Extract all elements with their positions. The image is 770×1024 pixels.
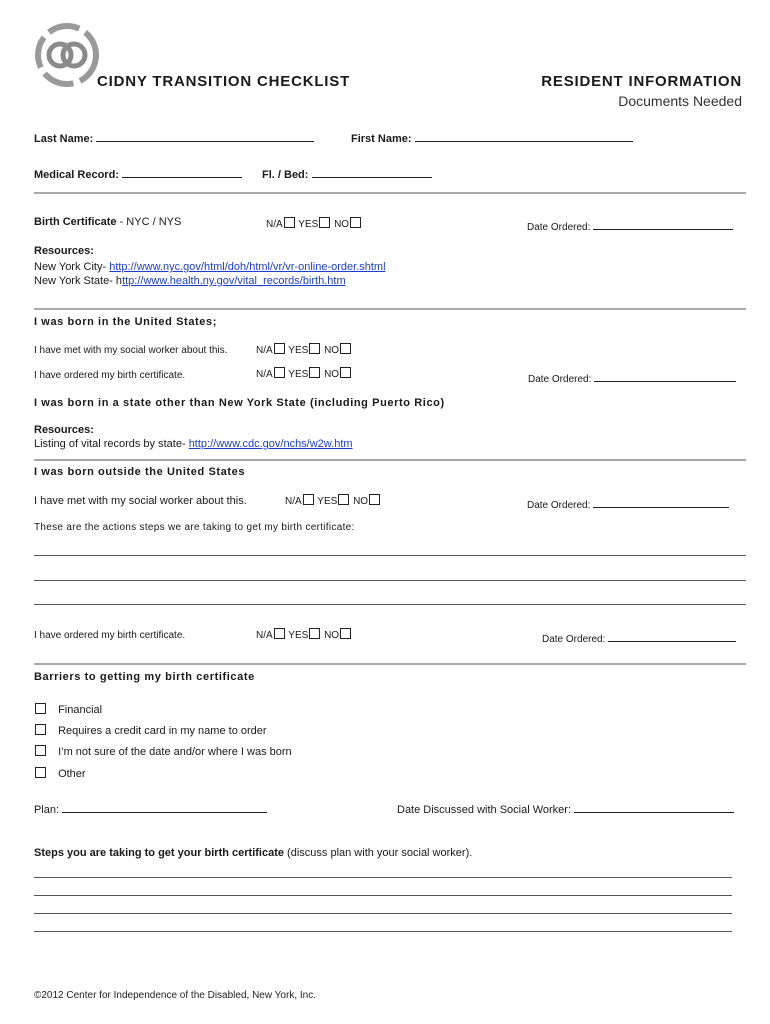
fl-bed-label: Fl. / Bed: bbox=[262, 169, 309, 181]
steps-note: (discuss plan with your social worker). bbox=[284, 847, 473, 859]
no-label: NO bbox=[324, 345, 340, 356]
birth-certificate-suffix: - NYC / NYS bbox=[116, 216, 182, 228]
nyc-link[interactable]: http://www.nyc.gov/html/doh/html/vr/vr-online-order.shtml bbox=[109, 261, 386, 273]
date-ordered-label: Date Ordered: bbox=[527, 500, 591, 511]
no-checkbox[interactable] bbox=[340, 367, 351, 378]
cdc-link[interactable]: http://www.cdc.gov/nchs/w2w.htm bbox=[188, 438, 353, 450]
date-ordered-field bbox=[542, 630, 736, 645]
barrier-unsure-date bbox=[34, 745, 292, 758]
first-name-input[interactable] bbox=[415, 130, 633, 142]
unsure-date-checkbox[interactable] bbox=[35, 745, 46, 756]
us-ordered-certificate: I have ordered my birth certificate. bbox=[34, 370, 186, 381]
no-checkbox[interactable] bbox=[369, 494, 380, 505]
steps-heading: Steps you are taking to get your birth certificate bbox=[34, 847, 284, 859]
medical-record-input[interactable] bbox=[122, 166, 242, 178]
nyc-prefix: New York City- bbox=[34, 261, 110, 273]
outside-met-social-worker: I have met with my social worker about this. bbox=[34, 495, 247, 507]
date-discussed-input[interactable] bbox=[574, 801, 734, 813]
date-ordered-label: Date Ordered: bbox=[542, 634, 606, 645]
yes-label: YES bbox=[288, 345, 309, 356]
date-discussed-field bbox=[397, 801, 734, 816]
no-checkbox[interactable] bbox=[350, 217, 361, 228]
section-title: RESIDENT INFORMATION bbox=[541, 73, 742, 90]
no-label: NO bbox=[353, 496, 369, 507]
birth-certificate-options bbox=[266, 217, 362, 230]
credit-card-checkbox[interactable] bbox=[35, 724, 46, 735]
financial-checkbox[interactable] bbox=[35, 703, 46, 714]
last-name-field bbox=[34, 130, 314, 145]
first-name-field bbox=[351, 130, 633, 145]
first-name-label: First Name: bbox=[351, 133, 412, 145]
birth-certificate-row bbox=[34, 216, 181, 228]
date-ordered-input[interactable] bbox=[593, 218, 733, 230]
barrier-label: Requires a credit card in my name to order bbox=[58, 725, 267, 737]
yes-label: YES bbox=[288, 630, 309, 641]
nys-resource bbox=[34, 275, 346, 287]
medical-record-field bbox=[34, 166, 242, 181]
date-ordered-input[interactable] bbox=[593, 496, 729, 508]
no-label: NO bbox=[324, 630, 340, 641]
divider bbox=[34, 192, 746, 194]
yes-label: YES bbox=[317, 496, 338, 507]
yes-label: YES bbox=[288, 369, 309, 380]
na-label: N/A bbox=[266, 219, 283, 230]
us-born-heading: I was born in the United States; bbox=[34, 316, 217, 328]
na-checkbox[interactable] bbox=[303, 494, 314, 505]
copyright-footer: ©2012 Center for Independence of the Disabled, New York, Inc. bbox=[34, 990, 316, 1001]
barrier-label: Financial bbox=[58, 704, 103, 716]
yes-checkbox[interactable] bbox=[338, 494, 349, 505]
steps-line-4[interactable] bbox=[34, 931, 732, 932]
us-met-options bbox=[256, 343, 352, 356]
document-title: CIDNY TRANSITION CHECKLIST bbox=[97, 73, 351, 90]
plan-input[interactable] bbox=[62, 801, 267, 813]
date-ordered-field bbox=[528, 370, 736, 385]
steps-line-1[interactable] bbox=[34, 877, 732, 878]
plan-label: Plan: bbox=[34, 804, 60, 816]
resources-label: Resources: bbox=[34, 245, 94, 257]
no-checkbox[interactable] bbox=[340, 628, 351, 639]
date-discussed-label: Date Discussed with Social Worker: bbox=[397, 804, 572, 816]
yes-checkbox[interactable] bbox=[309, 628, 320, 639]
outside-ordered-certificate: I have ordered my birth certificate. bbox=[34, 630, 186, 641]
barriers-heading: Barriers to getting my birth certificate bbox=[34, 671, 255, 683]
action-steps-line-3[interactable] bbox=[34, 604, 746, 605]
steps-line-2[interactable] bbox=[34, 895, 732, 896]
yes-label: YES bbox=[298, 219, 319, 230]
divider bbox=[34, 308, 746, 310]
na-checkbox[interactable] bbox=[274, 628, 285, 639]
us-met-social-worker: I have met with my social worker about this. bbox=[34, 345, 228, 356]
yes-checkbox[interactable] bbox=[309, 367, 320, 378]
last-name-input[interactable] bbox=[96, 130, 314, 142]
date-ordered-label: Date Ordered: bbox=[527, 222, 591, 233]
na-checkbox[interactable] bbox=[274, 343, 285, 354]
na-checkbox[interactable] bbox=[284, 217, 295, 228]
no-label: NO bbox=[324, 369, 340, 380]
na-label: N/A bbox=[256, 630, 273, 641]
outside-met-options bbox=[285, 494, 381, 507]
birth-certificate-label: Birth Certificate bbox=[34, 216, 117, 228]
no-checkbox[interactable] bbox=[340, 343, 351, 354]
fl-bed-input[interactable] bbox=[312, 166, 432, 178]
na-label: N/A bbox=[285, 496, 302, 507]
na-checkbox[interactable] bbox=[274, 367, 285, 378]
divider bbox=[34, 459, 746, 461]
na-label: N/A bbox=[256, 369, 273, 380]
divider bbox=[34, 663, 746, 665]
yes-checkbox[interactable] bbox=[319, 217, 330, 228]
yes-checkbox[interactable] bbox=[309, 343, 320, 354]
listing-prefix: Listing of vital records by state- bbox=[34, 438, 189, 450]
date-ordered-field bbox=[527, 218, 733, 233]
nys-link[interactable]: ttp://www.health.ny.gov/vital_records/birth.htm bbox=[122, 275, 346, 287]
other-checkbox[interactable] bbox=[35, 767, 46, 778]
no-label: NO bbox=[334, 219, 350, 230]
nyc-resource bbox=[34, 261, 386, 273]
date-ordered-field bbox=[527, 496, 729, 511]
last-name-label: Last Name: bbox=[34, 133, 94, 145]
other-state-heading: I was born in a state other than New York State (including Puerto Rico) bbox=[34, 397, 445, 409]
date-ordered-input[interactable] bbox=[594, 370, 736, 382]
outside-us-heading: I was born outside the United States bbox=[34, 466, 246, 478]
date-ordered-label: Date Ordered: bbox=[528, 374, 592, 385]
section-subtitle: Documents Needed bbox=[618, 93, 742, 109]
outside-ordered-options bbox=[256, 628, 352, 641]
barrier-other bbox=[34, 767, 86, 780]
other-state-resources-label: Resources: bbox=[34, 424, 94, 436]
medical-record-label: Medical Record: bbox=[34, 169, 119, 181]
barrier-label: Other bbox=[58, 768, 86, 780]
vital-records-resource bbox=[34, 438, 353, 450]
steps-heading-row bbox=[34, 847, 472, 859]
fl-bed-field bbox=[262, 166, 432, 181]
na-label: N/A bbox=[256, 345, 273, 356]
date-ordered-input[interactable] bbox=[608, 630, 736, 642]
cidny-logo bbox=[34, 22, 100, 88]
us-ordered-options bbox=[256, 367, 352, 380]
barrier-credit-card bbox=[34, 724, 267, 737]
plan-field bbox=[34, 801, 267, 816]
action-steps-line-1[interactable] bbox=[34, 555, 746, 556]
barrier-label: I’m not sure of the date and/or where I was born bbox=[58, 746, 292, 758]
action-steps-line-2[interactable] bbox=[34, 580, 746, 581]
barrier-financial bbox=[34, 703, 102, 716]
nys-prefix: New York State- h bbox=[34, 275, 123, 287]
action-steps-text: These are the actions steps we are taking to get my birth certificate: bbox=[34, 522, 355, 533]
steps-line-3[interactable] bbox=[34, 913, 732, 914]
